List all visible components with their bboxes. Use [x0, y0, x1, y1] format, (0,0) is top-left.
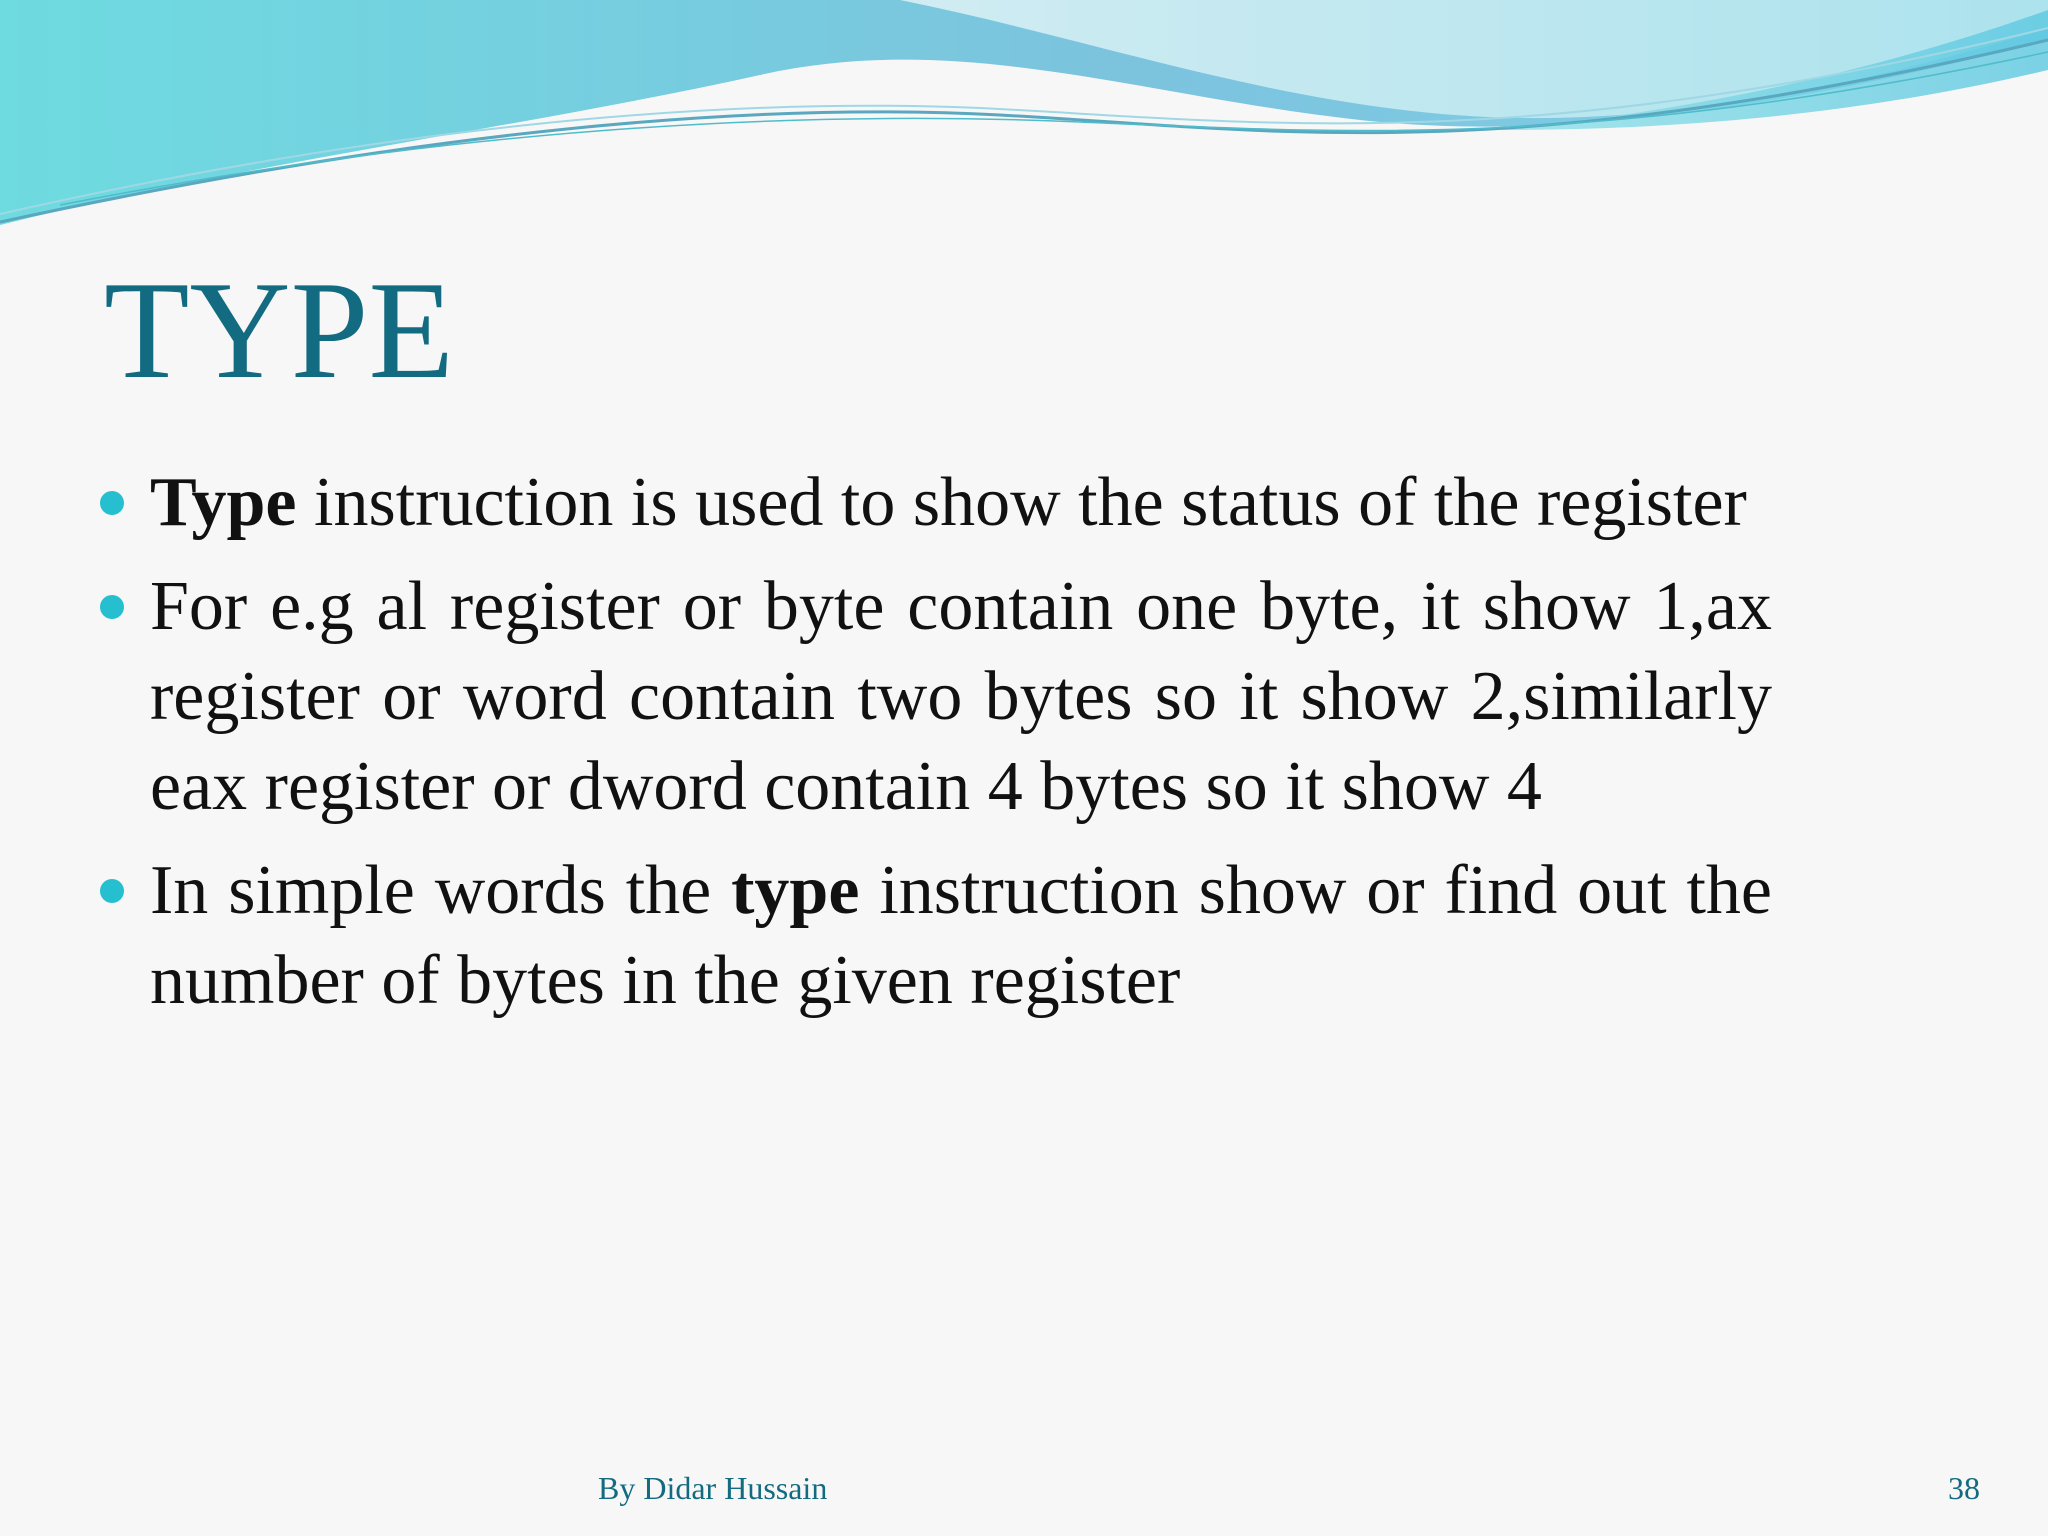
bullet-dot-icon: [100, 879, 124, 903]
bullet-list: [150, 458, 1772, 1040]
bullet-text: For e.g al register or byte contain one byte, it show 1,ax register or word contain two bytes so it show 2,similarly eax register or dword contain 4 bytes so it show 4: [150, 568, 1772, 825]
slide-title: TYPE: [104, 253, 454, 408]
bullet-item: [150, 846, 1772, 1026]
header-wave-decoration: [0, 0, 2048, 240]
bullet-dot-icon: [100, 491, 124, 515]
bullet-text: instruction show or find out the number of bytes in the given register: [150, 852, 1772, 1019]
bullet-text: In simple words the: [150, 852, 732, 929]
bullet-dot-icon: [100, 595, 124, 619]
footer-author: By Didar Hussain: [598, 1470, 828, 1506]
bullet-item: [150, 458, 1772, 548]
footer-page-number: 38: [1948, 1470, 1980, 1506]
bullet-text: instruction is used to show the status of the register: [296, 464, 1747, 541]
bullet-bold-term: Type: [150, 464, 297, 541]
bullet-bold-term: type: [731, 852, 860, 929]
bullet-item: [150, 562, 1772, 832]
